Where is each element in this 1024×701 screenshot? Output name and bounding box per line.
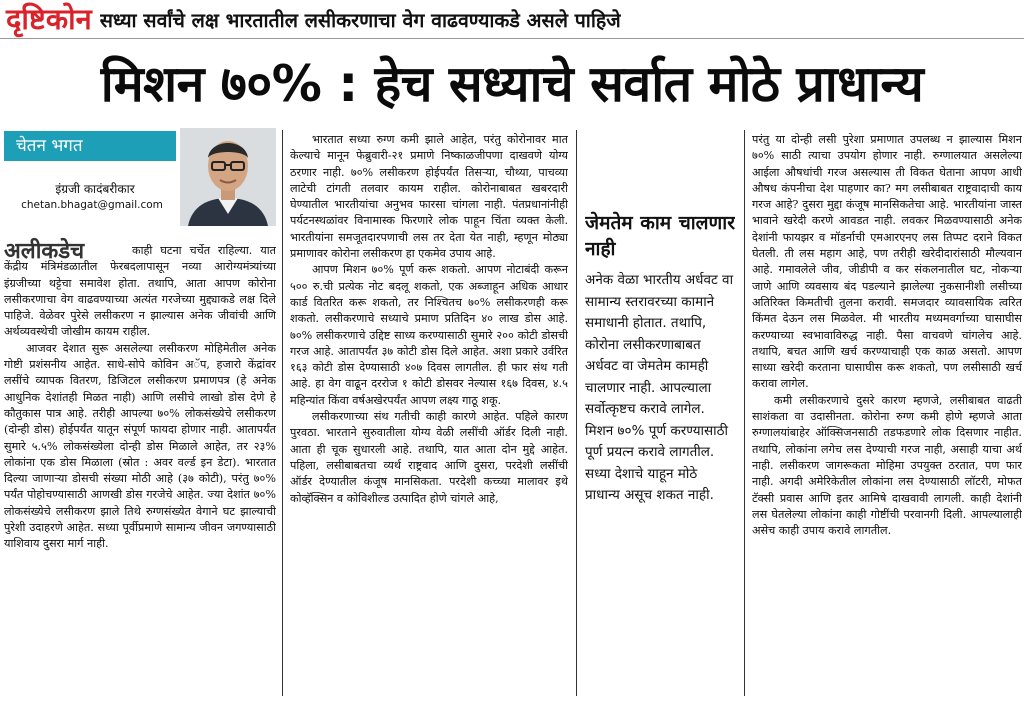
author-photo <box>180 128 276 226</box>
author-name: चेतन भगत <box>4 131 176 161</box>
pull-quote-heading: जेमतेम काम चालणार नाही <box>585 212 735 260</box>
pull-quote <box>585 210 735 700</box>
author-portrait-icon <box>180 128 276 226</box>
column-divider <box>282 130 283 696</box>
drop-word: अलीकडेच <box>4 239 85 264</box>
masthead <box>0 0 1024 39</box>
paragraph: आपण मिशन ७०% पूर्ण करू शकतो. आपण नोटाबंदी करून ५०० रु.ची प्रत्येक नोट बदलू शकतो, एक अब्जाहून अधिक आधार कार्ड वितरित करू शकतो, तर निश्चितच ७०% लसीकरणही करू शकतो. लसीकरणाचे सध्याचे प्रमाण प्रतिदिन ४० लाख डोस आहे. ७०% लसीकरणाचे उद्दिष्ट साध्य करण्यासाठी सुमारे २०० कोटी डोसची गरज आहे. आतापर्यंत ३७ कोटी डोस दिले आहेत. अशा प्रकारे उर्वरित १६३ कोटी डोस देण्यासाठी ४०७ दिवस लागतील. ही फार संथ गती आहे. हा वेग वाढून दररोज १ कोटी डोसवर नेल्यास १६७ दिवस, ४.५ महिन्यांत किंवा वर्षअखेरपर्यंत आपण लक्ष्य गाठू शकू. <box>290 263 568 407</box>
headline: मिशन ७०% : हेच सध्याचे सर्वात मोठे प्राधान्य <box>100 55 924 113</box>
kicker-line: सध्या सर्वांचे लक्ष भारतातील लसीकरणाचा वेग वाढवण्याकडे असले पाहिजे <box>99 8 621 32</box>
author-role: इंग्रजी कादंबरीकार <box>55 182 135 196</box>
article-column-4 <box>752 132 1022 697</box>
article-column-1 <box>4 237 276 697</box>
paragraph: कमी लसीकरणाचे दुसरे कारण म्हणजे, लसीबाबत वाढती साशंकता वा उदासीनता. कोरोना रुग्ण कमी होणे म्हणजे आता रुग्णालयांबाहेर ऑक्सिजनसाठी तडफडणारे लोक दिसणार नाहीत. तथापि, लोकांना लगेच लस देण्याची गरज नाही, असाही याचा अर्थ नाही. लसीकरण जागरूकता मोहिमा उपयुक्त ठरतात, पण फार नाही. अगदी अमेरिकेतील लोकांना लस देण्यासाठी लॉटरी, मोफत टॅक्सी प्रवास आणि इतर आमिषे दाखवावी लागली. काही देशांनी लस घेतलेल्या लोकांना काही गोष्टींची परवानगी दिली. आपल्यालाही असेच काही उपाय करावे लागतील. <box>752 393 1022 538</box>
paragraph: लसीकरणाच्या संथ गतीची काही कारणे आहेत. पहिले कारण पुरवठा. भारताने सुरुवातीला योग्य वेळी लसींची ऑर्डर दिली नाही. आता ही चूक सुधारली आहे. तथापि, यात आता दोन मुद्दे आहेत. पहिला, लसीबाबतचा व्यर्थ राष्ट्रवाद आणि दुसरा, परदेशी लसींची ऑर्डर देण्यातील कंजूष मानसिकता. परदेशी कच्च्या मालावर इथे कोव्हॅक्सिन व कोविशील्ड उत्पादित होणे चांगले आहे, <box>290 410 568 505</box>
pull-quote-text: अनेक वेळा भारतीय अर्धवट वा सामान्य स्तरावरच्या कामाने समाधानी होतात. तथापि, कोरोना लसीकरणाबाबत अर्धवट वा जेमतेम कामही चालणार नाही. आपल्याला सर्वोत्कृष्टच करावे लागेल. मिशन ७०% पूर्ण करण्यासाठी पूर्ण प्रयत्न करावे लागतील. सध्या देशाचे याहून मोठे प्राधान्य असूच शकत नाही. <box>585 272 734 503</box>
column-divider <box>744 130 745 696</box>
paragraph: परंतु या दोन्ही लसी पुरेशा प्रमाणात उपलब्ध न झाल्यास मिशन ७०% साठी त्याचा उपयोग होणार नाही. रुग्णालयात असलेल्या आईला औषधांची गरज असल्यास ती विकत घेताना आपण आधी औषध कंपनीचा देश पाहणार का? मग लसीबाबत राष्ट्रवादाची काय गरज आहे? दुसरा मुद्दा कंजूष मानसिकतेचा आहे. भारतीयांना जास्त भावाने खरेदी करणे आवडत नाही. लवकर मिळवण्यासाठी अनेक देशांनी फायझर व मॉडर्नाची एमआरएनए लस तिप्पट दराने विकत घेतली. ती लस महाग आहे, पण तरीही खरेदीदारांसाठी मौल्यवान आहे. गमावलेले जीव, जीडीपी व कर संकलनातील घट, नोकऱ्या जाणे आणि व्यवसाय बंद पडल्याने झालेल्या नुकसानीशी लसीच्या अतिरिक्त किमतीची तुलना करावी. समजदार व्यावसायिक त्वरित किंमत देऊन लस मिळवेल. मी भारतीय मध्यमवर्गाच्या घासाघीस करण्याच्या स्वभावाविरुद्ध नाही. पैसा वाचवणे चांगलेच आहे. तथापि, बचत आणि खर्च करण्याचाही एक काळ असतो. आपण साध्या खरेदी करताना घासाघीस करू शकतो, पण लसीसाठी खर्च करावा लागेल. <box>752 133 1022 391</box>
column-divider <box>576 130 577 696</box>
paragraph: भारतात सध्या रुग्ण कमी झाले आहेत, परंतु कोरोनावर मात केल्याचे मानून फेब्रुवारी-२१ प्रमाणे निष्काळजीपणा दाखवणे योग्य ठरणार नाही. ७०% लसीकरण होईपर्यंत तिसऱ्या, चौथ्या, पाचव्या लाटेची टांगती तलवार कायम राहील. कोरोनाबाबत खबरदारी घेण्यातील भारतीयांचा अनुभव फारसा चांगला नाही. पंतप्रधानांनीही पर्यटनस्थळांवर विनामास्क फिरणारे लोक पाहून चिंता व्यक्त केली. भारतीयांना समजूतदारपणाची लस तर देता येत नाही, म्हणून मोठ्या प्रमाणावर कोरोना लसीकरण हा एकमेव उपाय आहे. <box>290 133 568 261</box>
article-column-2 <box>290 132 568 697</box>
lead-text <box>4 243 276 341</box>
section-logo: दृष्टिकोन <box>6 2 92 36</box>
author-email: chetan.bhagat@gmail.com <box>21 199 163 211</box>
lead-sentence: काही घटना चर्चेत राहिल्या. यात केंद्रीय मंत्रिमंडळातील फेरबदलापासून नव्या आरोग्यमंत्र्यांच्या इंग्रजीच्या थट्टेचा समावेश होता. तथापि, आता आपण कोरोना लसीकरणाचा वेग वाढवण्याच्या अत्यंत गरजेच्या मुद्द्याकडे लक्ष दिले पाहिजे. वेळेवर पुरेसे लसीकरण न झाल्यास अनेक जीवांची आणि अर्थव्यवस्थेची जोखीम कायम राहील. <box>4 244 276 339</box>
paragraph: आजवर देशात सुरू असलेल्या लसीकरण मोहिमेतील अनेक गोष्टी प्रशंसनीय आहेत. साधे-सोपे कोविन अॅप, हजारो केंद्रांवर लसींचे व्यापक वितरण, डिजिटल लसीकरण प्रमाणपत्र (हे अनेक आधुनिक देशांतही मिळत नाही) आणि लसीचे लाखो डोस देणे हे कौतुकास पात्र आहे. तरीही आपल्या ७०% लोकसंख्येचे लसीकरण (दोन्ही डोस) होईपर्यंत यातून संपूर्ण फायदा होणार नाही. आतापर्यंत सुमारे ५.५% लोकसंख्येला दोन्ही डोस मिळाले आहेत, तर २३% लोकांना एक डोस मिळाला (स्रोत : अवर वर्ल्ड इन डेटा). भारतात दिल्या जाणाऱ्या डोसची संख्या मोठी आहे (३७ कोटी), परंतु ७०% पर्यंत पोहोचण्यासाठी आणखी डोस गरजेचे आहेत. ज्या देशांत ७०% लोकसंख्येचे लसीकरण झाले तिथे रुग्णसंख्येत वेगाने घट झाल्याची पुरेशी उदाहरणे आहेत. सध्या पूर्वीप्रमाणे सामान्य जीवन जगण्यासाठी याशिवाय दुसरा मार्ग नाही. <box>4 341 276 551</box>
